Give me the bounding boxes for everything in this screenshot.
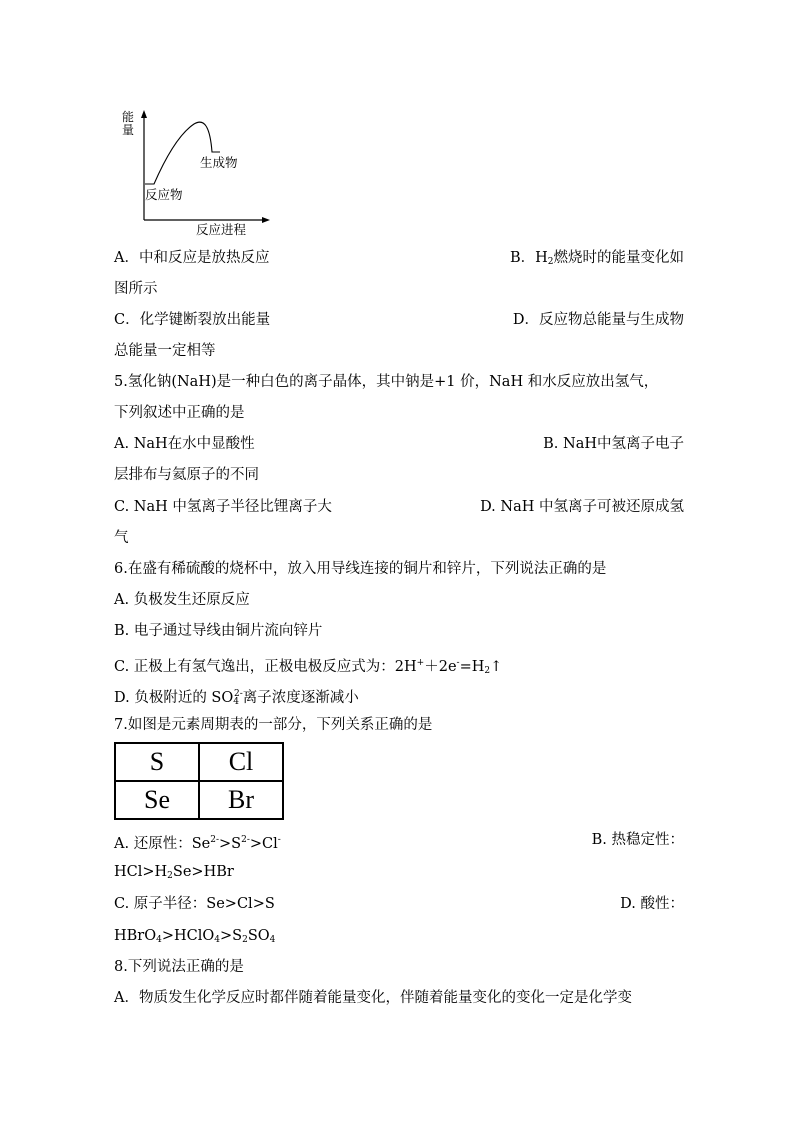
energy-diagram [116, 104, 276, 236]
table-row [115, 743, 283, 781]
reactant-label: 反应物 [145, 187, 183, 202]
q7-option-a: A. 还原性：$Se^{2-}>S^{2-}>Cl^-$ [114, 835, 281, 852]
table-row [115, 781, 283, 819]
table-cell: S [115, 743, 199, 781]
q7-option-c: C. 原子半径：Se>Cl>S [114, 896, 275, 912]
q5-option-row-cd [114, 497, 684, 517]
q6-stem: 6.在盛有稀硫酸的烧杯中，放入用导线连接的铜片和锌片，下列说法正确的是 [114, 561, 607, 577]
y-label-1: 能 [122, 110, 135, 124]
q5-option-row-ab [114, 434, 684, 454]
q7-option-row-ab [114, 830, 684, 854]
q5-option-d: D. NaH 中氢离子可被还原成氢 [480, 499, 684, 515]
table-cell: Cl [199, 743, 283, 781]
q7-option-b: B. 热稳定性： [591, 832, 684, 848]
energy-curve [145, 122, 220, 184]
q7-option-d-cont: $HBrO_4>HClO_4>S_2SO_4$ [114, 928, 276, 945]
q4-option-c: C．化学键断裂放出能量 [114, 312, 271, 328]
q7-stem: 7.如图是元素周期表的一部分，下列关系正确的是 [114, 717, 433, 733]
q7-option-d: D. 酸性： [620, 896, 684, 912]
table-cell: Br [199, 781, 283, 819]
q7-option-b-cont: $HCl>H_2Se>HBr$ [114, 864, 234, 881]
q4-option-row-ab [114, 248, 684, 268]
x-label: 反应进程 [196, 222, 247, 236]
q5-stem-2: 下列叙述中正确的是 [114, 405, 245, 421]
product-label: 生成物 [200, 155, 238, 170]
q5-option-b-cont: 层排布与氦原子的不同 [114, 467, 259, 483]
q5-option-d-cont: 气 [114, 530, 129, 546]
q5-option-a: A. NaH在水中显酸性 [114, 436, 255, 452]
q6-option-c: C. 正极上有氢气逸出，正极电极反应式为：$2H^++2e^-=H_2↑$ [114, 658, 503, 676]
q4-option-d-cont: 总能量一定相等 [114, 343, 216, 359]
table-cell: Se [115, 781, 199, 819]
q5-option-c: C. NaH 中氢离子半径比锂离子大 [114, 499, 332, 515]
q5-stem-1: 5.氢化钠(NaH)是一种白色的离子晶体，其中钠是+1 价，NaH 和水反应放出氢气， [114, 374, 659, 390]
q4-option-b: B．$H_2$燃烧时的能量变化如 [509, 250, 684, 267]
q8-option-a: A．物质发生化学反应时都伴随着能量变化，伴随着能量变化的变化一定是化学变 [114, 990, 632, 1006]
periodic-table-fragment [114, 742, 284, 820]
q6-option-a: A. 负极发生还原反应 [114, 592, 250, 608]
q5-option-b: B. NaH中氢离子电子 [543, 436, 684, 452]
y-axis [141, 110, 147, 220]
q6-option-d: D. 负极附近的 $SO_4^{2-}$离子浓度逐渐减小 [114, 689, 359, 707]
q8-stem: 8.下列说法正确的是 [114, 959, 244, 975]
q6-option-b: B. 电子通过导线由铜片流向锌片 [114, 623, 323, 639]
q4-option-a: A．中和反应是放热反应 [114, 250, 270, 266]
q4-option-b-cont: 图所示 [114, 281, 158, 297]
y-label-2: 量 [122, 123, 135, 137]
q7-option-row-cd [114, 894, 684, 914]
q4-option-row-cd [114, 310, 684, 330]
q4-option-d: D．反应物总能量与生成物 [512, 312, 684, 328]
